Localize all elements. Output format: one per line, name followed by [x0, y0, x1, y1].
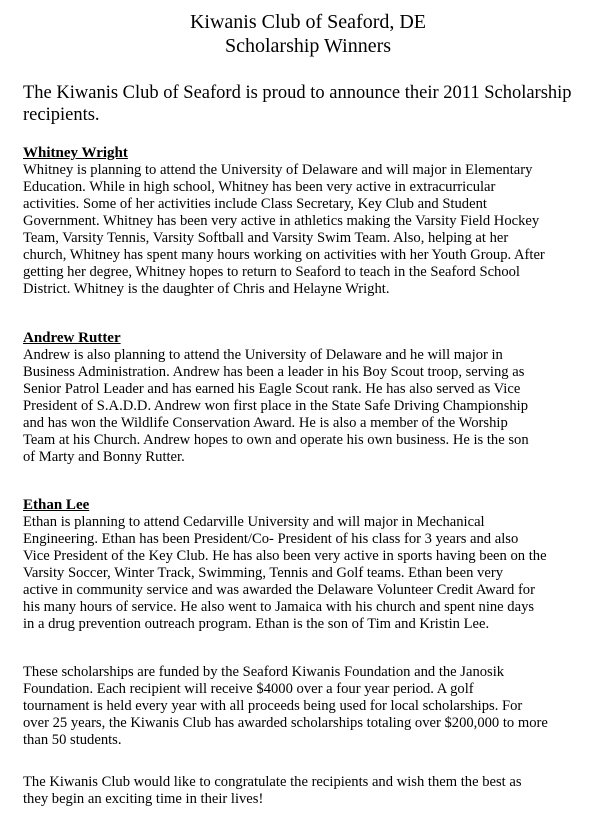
paragraph-line: of Marty and Bonny Rutter. — [23, 449, 185, 466]
paragraph-line: they begin an exciting time in their lives! — [23, 791, 264, 808]
intro-line: recipients. — [23, 105, 100, 125]
paragraph-line: and has won the Wildlife Conservation Award. He is also a member of the Worship — [23, 415, 508, 432]
recipient-section-ethan-lee — [23, 497, 603, 633]
recipient-name: Whitney Wright — [23, 145, 128, 161]
recipient-section-whitney-wright — [23, 145, 603, 298]
paragraph-line: in a drug prevention outreach program. Ethan is the son of Tim and Kristin Lee. — [23, 616, 490, 633]
paragraph-line: Varsity Soccer, Winter Track, Swimming, Tennis and Golf teams. Ethan been very — [23, 565, 503, 582]
paragraph-line: Team, Varsity Tennis, Varsity Softball and Varsity Swim Team. Also, helping at her — [23, 230, 509, 247]
paragraph-line: over 25 years, the Kiwanis Club has awarded scholarships totaling over $200,000 to more — [23, 715, 548, 732]
closing-paragraph — [23, 774, 603, 808]
paragraph-line: Government. Whitney has been very active in athletics making the Varsity Field Hockey — [23, 213, 540, 230]
paragraph-line: Education. While in high school, Whitney has been very active in extracurricular — [23, 179, 496, 196]
paragraph-line: The Kiwanis Club would like to congratulate the recipients and wish them the best as — [23, 774, 522, 790]
paragraph-line: Whitney is planning to attend the University of Delaware and will major in Elementary — [23, 162, 533, 179]
paragraph-line: activities. Some of her activities include Class Secretary, Key Club and Student — [23, 196, 487, 213]
paragraph-line: tournament is held every year with all proceeds being used for local scholarships. For — [23, 698, 523, 715]
paragraph-line: Team at his Church. Andrew hopes to own and operate his own business. He is the son — [23, 432, 529, 449]
paragraph-line: Senior Patrol Leader and has earned his Eagle Scout rank. He has also served as Vice — [23, 381, 521, 398]
paragraph-line: getting her degree, Whitney hopes to return to Seaford to teach in the Seaford School — [23, 264, 520, 281]
paragraph-line: Engineering. Ethan has been President/Co- President of his class for 3 years and also — [23, 531, 519, 548]
paragraph-line: than 50 students. — [23, 732, 122, 749]
paragraph-line: District. Whitney is the daughter of Chris and Helayne Wright. — [23, 281, 390, 298]
paragraph-line: Vice President of the Key Club. He has also been very active in sports having been on the — [23, 548, 547, 565]
intro-line: The Kiwanis Club of Seaford is proud to announce their 2011 Scholarship — [23, 83, 572, 103]
paragraph-line: his many hours of service. He also went to Jamaica with his church and spent nine days — [23, 599, 535, 616]
recipient-section-andrew-rutter — [23, 330, 603, 466]
paragraph-line: Business Administration. Andrew has been a leader in his Boy Scout troop, serving as — [23, 364, 525, 381]
recipient-name: Andrew Rutter — [23, 330, 121, 346]
funding-paragraph — [23, 664, 603, 749]
page-title: Kiwanis Club of Seaford, DE — [189, 11, 427, 33]
paragraph-line: Andrew is also planning to attend the University of Delaware and he will major in — [23, 347, 503, 364]
intro-paragraph — [23, 82, 598, 126]
paragraph-line: church, Whitney has spent many hours working on activities with her Youth Group. After — [23, 247, 545, 264]
paragraph-line: Foundation. Each recipient will receive $4000 over a four year period. A golf — [23, 681, 474, 698]
page-subtitle: Scholarship Winners — [224, 35, 392, 57]
paragraph-line: Ethan is planning to attend Cedarville University and will major in Mechanical — [23, 514, 485, 531]
paragraph-line: active in community service and was awarded the Delaware Volunteer Credit Award for — [23, 582, 535, 599]
paragraph-line: President of S.A.D.D. Andrew won first place in the State Safe Driving Championship — [23, 398, 529, 415]
recipient-name: Ethan Lee — [23, 497, 90, 513]
paragraph-line: These scholarships are funded by the Seaford Kiwanis Foundation and the Janosik — [23, 664, 505, 680]
